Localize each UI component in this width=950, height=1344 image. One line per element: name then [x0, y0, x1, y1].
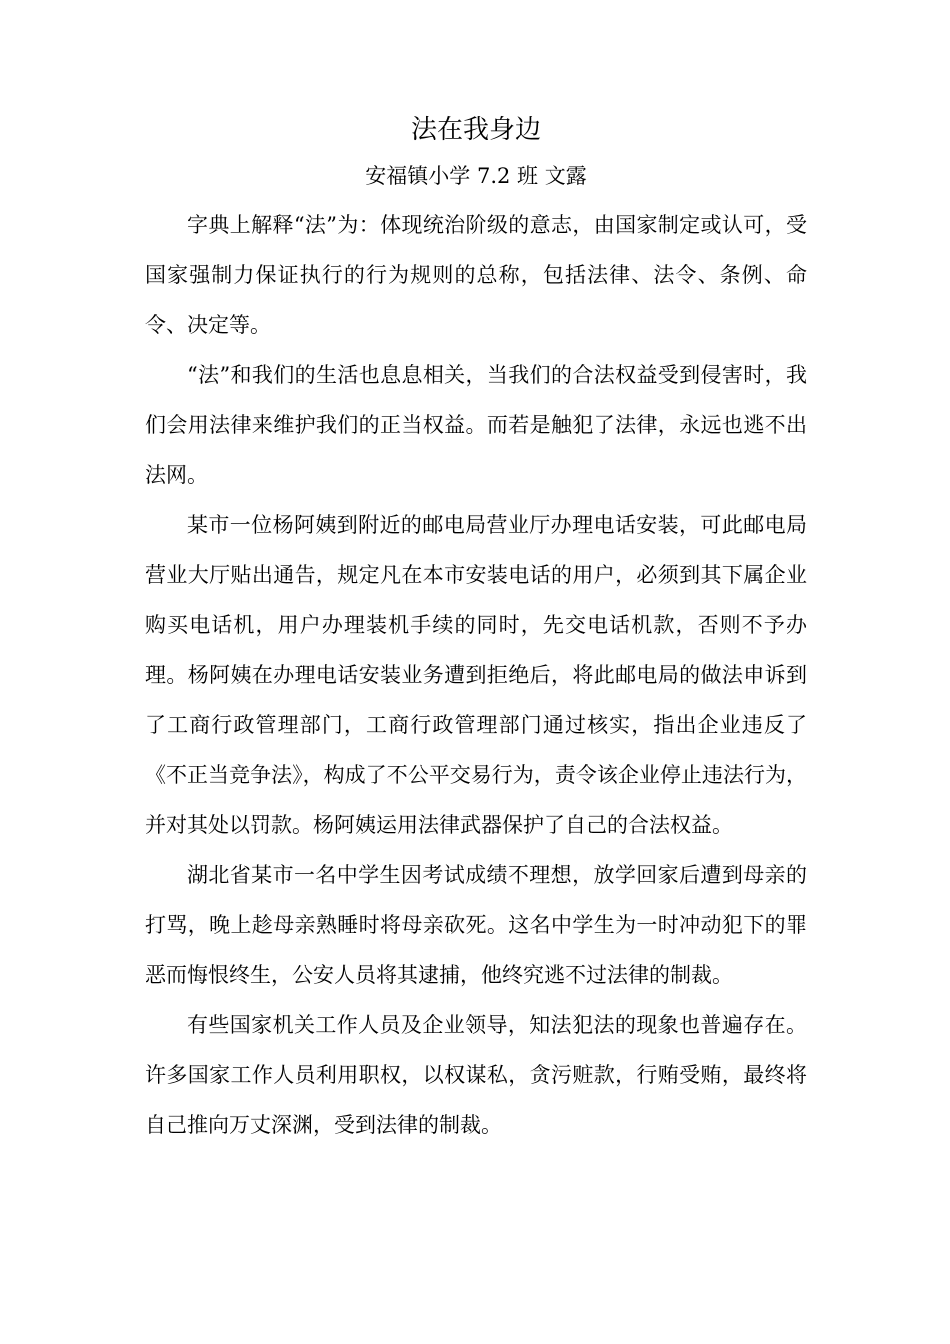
paragraph-officials: 有些国家机关工作人员及企业领导，知法犯法的现象也普遍存在。许多国家工作人员利用职权，以权谋私，贪污赃款，行贿受贿，最终将自己推向万丈深渊，受到法律的制裁。 [145, 1013, 807, 1137]
document-page [145, 108, 807, 1150]
paragraph-student-case: 湖北省某市一名中学生因考试成绩不理想，放学回家后遭到母亲的打骂，晚上趁母亲熟睡时将母亲砍死。这名中学生为一时冲动犯下的罪恶而悔恨终生，公安人员将其逮捕，他终究逃不过法律的制裁。 [145, 863, 807, 987]
paragraph-definition: 字典上解释“法”为：体现统治阶级的意志，由国家制定或认可，受国家强制力保证执行的行为规则的总称，包括法律、法令、条例、命令、决定等。 [145, 213, 807, 337]
paragraph-law-and-life: “法”和我们的生活也息息相关，当我们的合法权益受到侵害时，我们会用法律来维护我们的正当权益。而若是触犯了法律，永远也逃不出法网。 [145, 363, 807, 487]
author-byline: 安福镇小学 7.2 班 文露 [365, 164, 587, 188]
paragraph-phone-case: 某市一位杨阿姨到附近的邮电局营业厅办理电话安装，可此邮电局营业大厅贴出通告，规定凡在本市安装电话的用户，必须到其下属企业购买电话机，用户办理装机手续的同时，先交电话机款，否则不予办理。杨阿姨在办理电话安装业务遭到拒绝后，将此邮电局的做法申诉到了工商行政管理部门，工商行政管理部门通过核实，指出企业违反了《不正当竞争法》，构成了不公平交易行为，责令该企业停止违法行为，并对其处以罚款。杨阿姨运用法律武器保护了自己的合法权益。 [145, 513, 807, 837]
document-title: 法在我身边 [410, 115, 541, 145]
